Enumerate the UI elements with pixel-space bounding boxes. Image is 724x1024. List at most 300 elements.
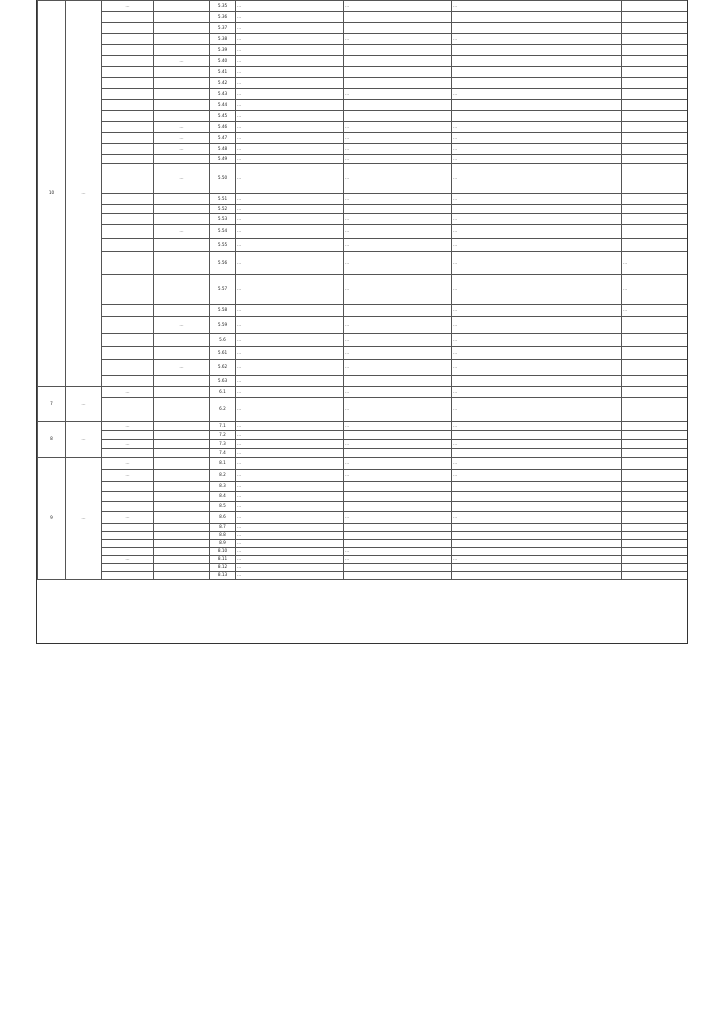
- group-cell: [102, 449, 154, 458]
- requirement-cell: [344, 12, 452, 23]
- item-code: 5.54: [210, 225, 236, 239]
- requirement-cell: …: [344, 422, 452, 431]
- note-cell: [452, 376, 622, 387]
- item-name: …: [236, 572, 344, 580]
- section-title: …: [66, 422, 102, 458]
- table-row: [38, 360, 689, 376]
- item-name: …: [236, 449, 344, 458]
- group-cell: [102, 564, 154, 572]
- extra-cell: [622, 194, 689, 205]
- note-cell: …: [452, 144, 622, 155]
- item-code: 5.55: [210, 239, 236, 252]
- note-cell: …: [452, 422, 622, 431]
- table-row: [38, 100, 689, 111]
- note-cell: …: [452, 133, 622, 144]
- group-cell: [102, 360, 154, 376]
- requirement-cell: …: [344, 334, 452, 347]
- note-cell: [452, 548, 622, 556]
- item-code: 8.9: [210, 540, 236, 548]
- table-row: [38, 502, 689, 512]
- group-cell: [102, 347, 154, 360]
- requirement-cell: [344, 23, 452, 34]
- table-row: [38, 164, 689, 194]
- group-cell: [102, 275, 154, 305]
- subgroup-cell: [154, 398, 210, 422]
- table-row: [38, 305, 689, 317]
- note-cell: …: [452, 34, 622, 45]
- requirement-cell: …: [344, 458, 452, 470]
- table-row: [38, 431, 689, 440]
- note-cell: [452, 532, 622, 540]
- item-name: …: [236, 45, 344, 56]
- subgroup-cell: [154, 431, 210, 440]
- note-cell: [452, 56, 622, 67]
- note-cell: …: [452, 252, 622, 275]
- extra-cell: [622, 440, 689, 449]
- extra-cell: [622, 482, 689, 492]
- item-name: …: [236, 556, 344, 564]
- subgroup-cell: …: [154, 133, 210, 144]
- requirement-cell: …: [344, 548, 452, 556]
- note-cell: [452, 540, 622, 548]
- requirement-cell: …: [344, 194, 452, 205]
- item-code: 8.2: [210, 470, 236, 482]
- group-cell: [102, 155, 154, 164]
- requirement-cell: [344, 67, 452, 78]
- note-cell: …: [452, 214, 622, 225]
- requirement-cell: …: [344, 122, 452, 133]
- requirement-cell: …: [344, 164, 452, 194]
- subgroup-cell: [154, 1, 210, 12]
- note-cell: …: [452, 440, 622, 449]
- extra-cell: [622, 572, 689, 580]
- group-cell: …: [102, 387, 154, 398]
- table-row: [38, 56, 689, 67]
- item-name: …: [236, 492, 344, 502]
- table-row: [38, 556, 689, 564]
- table-row: [38, 449, 689, 458]
- group-cell: [102, 23, 154, 34]
- table-row: [38, 214, 689, 225]
- table-row: [38, 492, 689, 502]
- group-cell: [102, 164, 154, 194]
- group-cell: …: [102, 470, 154, 482]
- extra-cell: [622, 398, 689, 422]
- group-cell: [102, 34, 154, 45]
- note-cell: …: [452, 305, 622, 317]
- table-row: [38, 45, 689, 56]
- table-row: [38, 422, 689, 431]
- item-code: 5.51: [210, 194, 236, 205]
- subgroup-cell: [154, 305, 210, 317]
- table-row: [38, 78, 689, 89]
- requirement-cell: [344, 449, 452, 458]
- extra-cell: [622, 347, 689, 360]
- note-cell: [452, 45, 622, 56]
- extra-cell: …: [622, 275, 689, 305]
- group-cell: [102, 111, 154, 122]
- item-code: 5.38: [210, 34, 236, 45]
- subgroup-cell: …: [154, 317, 210, 334]
- item-code: 5.50: [210, 164, 236, 194]
- group-cell: [102, 100, 154, 111]
- group-cell: [102, 214, 154, 225]
- subgroup-cell: [154, 524, 210, 532]
- note-cell: …: [452, 470, 622, 482]
- subgroup-cell: [154, 532, 210, 540]
- extra-cell: [622, 334, 689, 347]
- note-cell: …: [452, 89, 622, 100]
- item-name: …: [236, 524, 344, 532]
- item-code: 8.3: [210, 482, 236, 492]
- group-cell: [102, 305, 154, 317]
- extra-cell: [622, 317, 689, 334]
- group-cell: [102, 532, 154, 540]
- item-code: 5.46: [210, 122, 236, 133]
- note-cell: [452, 492, 622, 502]
- subgroup-cell: [154, 556, 210, 564]
- item-name: …: [236, 422, 344, 431]
- extra-cell: [622, 449, 689, 458]
- requirement-cell: [344, 376, 452, 387]
- subgroup-cell: [154, 34, 210, 45]
- table-row: [38, 317, 689, 334]
- table-row: [38, 524, 689, 532]
- subgroup-cell: [154, 214, 210, 225]
- table-row: [38, 239, 689, 252]
- subgroup-cell: [154, 422, 210, 431]
- requirement-cell: …: [344, 360, 452, 376]
- group-cell: …: [102, 440, 154, 449]
- extra-cell: [622, 144, 689, 155]
- note-cell: …: [452, 164, 622, 194]
- item-name: …: [236, 512, 344, 524]
- section-number: 9: [38, 458, 66, 580]
- table-row: [38, 387, 689, 398]
- table-row: [38, 532, 689, 540]
- extra-cell: [622, 111, 689, 122]
- table-row: [38, 458, 689, 470]
- extra-cell: [622, 214, 689, 225]
- subgroup-cell: [154, 23, 210, 34]
- item-code: 5.35: [210, 1, 236, 12]
- extra-cell: [622, 470, 689, 482]
- item-name: …: [236, 540, 344, 548]
- item-code: 5.47: [210, 133, 236, 144]
- extra-cell: [622, 564, 689, 572]
- subgroup-cell: [154, 334, 210, 347]
- table-row: [38, 111, 689, 122]
- item-name: …: [236, 564, 344, 572]
- extra-cell: [622, 512, 689, 524]
- table-row: [38, 376, 689, 387]
- note-cell: [452, 431, 622, 440]
- item-code: 6.2: [210, 398, 236, 422]
- table-row: [38, 347, 689, 360]
- table-row: [38, 122, 689, 133]
- subgroup-cell: …: [154, 225, 210, 239]
- requirement-cell: [344, 205, 452, 214]
- table-row: [38, 252, 689, 275]
- subgroup-cell: [154, 205, 210, 214]
- item-code: 5.49: [210, 155, 236, 164]
- requirement-cell: …: [344, 155, 452, 164]
- item-code: 7.3: [210, 440, 236, 449]
- group-cell: [102, 205, 154, 214]
- note-cell: [452, 572, 622, 580]
- group-cell: [102, 133, 154, 144]
- note-cell: [452, 502, 622, 512]
- item-code: 5.61: [210, 347, 236, 360]
- section-number: 7: [38, 387, 66, 422]
- requirement-cell: …: [344, 252, 452, 275]
- table-row: [38, 144, 689, 155]
- item-name: …: [236, 387, 344, 398]
- subgroup-cell: [154, 100, 210, 111]
- item-code: 5.39: [210, 45, 236, 56]
- item-name: …: [236, 122, 344, 133]
- subgroup-cell: [154, 492, 210, 502]
- extra-cell: [622, 78, 689, 89]
- item-code: 8.5: [210, 502, 236, 512]
- item-name: …: [236, 1, 344, 12]
- subgroup-cell: [154, 194, 210, 205]
- extra-cell: [622, 387, 689, 398]
- subgroup-cell: …: [154, 164, 210, 194]
- table-row: [38, 133, 689, 144]
- extra-cell: [622, 458, 689, 470]
- subgroup-cell: [154, 572, 210, 580]
- item-name: …: [236, 144, 344, 155]
- item-name: …: [236, 431, 344, 440]
- item-name: …: [236, 155, 344, 164]
- group-cell: [102, 334, 154, 347]
- section-title: …: [66, 1, 102, 387]
- table-row: [38, 470, 689, 482]
- extra-cell: [622, 360, 689, 376]
- requirement-cell: …: [344, 470, 452, 482]
- item-name: …: [236, 239, 344, 252]
- schedule-sheet: [36, 0, 688, 644]
- requirement-cell: …: [344, 275, 452, 305]
- requirement-cell: …: [344, 317, 452, 334]
- note-cell: …: [452, 556, 622, 564]
- item-name: …: [236, 100, 344, 111]
- group-cell: [102, 67, 154, 78]
- item-code: 5.44: [210, 100, 236, 111]
- table-row: [38, 23, 689, 34]
- item-name: …: [236, 23, 344, 34]
- item-code: 7.4: [210, 449, 236, 458]
- extra-cell: [622, 45, 689, 56]
- requirement-cell: …: [344, 512, 452, 524]
- table-row: [38, 205, 689, 214]
- subgroup-cell: [154, 111, 210, 122]
- subgroup-cell: [154, 67, 210, 78]
- item-name: …: [236, 305, 344, 317]
- item-code: 5.59: [210, 317, 236, 334]
- item-name: …: [236, 111, 344, 122]
- table-row: [38, 67, 689, 78]
- subgroup-cell: [154, 155, 210, 164]
- extra-cell: [622, 540, 689, 548]
- subgroup-cell: …: [154, 144, 210, 155]
- item-code: 5.6: [210, 334, 236, 347]
- group-cell: …: [102, 422, 154, 431]
- requirement-cell: …: [344, 387, 452, 398]
- note-cell: [452, 524, 622, 532]
- table-row: [38, 89, 689, 100]
- group-cell: [102, 194, 154, 205]
- note-cell: [452, 111, 622, 122]
- item-name: …: [236, 470, 344, 482]
- item-code: 8.7: [210, 524, 236, 532]
- note-cell: [452, 449, 622, 458]
- requirement-cell: …: [344, 144, 452, 155]
- requirement-cell: [344, 45, 452, 56]
- item-name: …: [236, 482, 344, 492]
- item-code: 5.41: [210, 67, 236, 78]
- extra-cell: [622, 133, 689, 144]
- table-row: [38, 225, 689, 239]
- extra-cell: [622, 492, 689, 502]
- table-row: [38, 334, 689, 347]
- note-cell: …: [452, 334, 622, 347]
- item-code: 5.58: [210, 305, 236, 317]
- group-cell: [102, 548, 154, 556]
- item-name: …: [236, 275, 344, 305]
- group-cell: [102, 431, 154, 440]
- requirement-cell: [344, 431, 452, 440]
- table-row: [38, 482, 689, 492]
- note-cell: [452, 12, 622, 23]
- item-name: …: [236, 12, 344, 23]
- note-cell: …: [452, 239, 622, 252]
- table-row: [38, 275, 689, 305]
- item-name: …: [236, 252, 344, 275]
- item-code: 6.1: [210, 387, 236, 398]
- group-cell: [102, 398, 154, 422]
- item-name: …: [236, 334, 344, 347]
- item-name: …: [236, 56, 344, 67]
- group-cell: [102, 144, 154, 155]
- subgroup-cell: [154, 89, 210, 100]
- item-code: 8.1: [210, 458, 236, 470]
- subgroup-cell: [154, 458, 210, 470]
- item-name: …: [236, 67, 344, 78]
- extra-cell: [622, 155, 689, 164]
- note-cell: …: [452, 275, 622, 305]
- requirement-cell: [344, 305, 452, 317]
- note-cell: [452, 67, 622, 78]
- subgroup-cell: [154, 548, 210, 556]
- item-code: 5.52: [210, 205, 236, 214]
- subgroup-cell: [154, 252, 210, 275]
- extra-cell: [622, 502, 689, 512]
- subgroup-cell: …: [154, 122, 210, 133]
- subgroup-cell: [154, 347, 210, 360]
- subgroup-cell: [154, 449, 210, 458]
- requirement-cell: …: [344, 225, 452, 239]
- item-name: …: [236, 214, 344, 225]
- item-code: 8.4: [210, 492, 236, 502]
- extra-cell: [622, 532, 689, 540]
- group-cell: [102, 376, 154, 387]
- table-row: [38, 440, 689, 449]
- requirement-cell: [344, 111, 452, 122]
- item-code: 8.8: [210, 532, 236, 540]
- requirement-cell: [344, 564, 452, 572]
- note-cell: …: [452, 122, 622, 133]
- table-row: [38, 564, 689, 572]
- item-code: 5.63: [210, 376, 236, 387]
- item-name: …: [236, 548, 344, 556]
- group-cell: [102, 239, 154, 252]
- item-code: 5.42: [210, 78, 236, 89]
- item-code: 5.56: [210, 252, 236, 275]
- table-row: [38, 512, 689, 524]
- extra-cell: [622, 23, 689, 34]
- item-code: 8.13: [210, 572, 236, 580]
- item-code: 5.43: [210, 89, 236, 100]
- group-cell: [102, 572, 154, 580]
- subgroup-cell: [154, 12, 210, 23]
- note-cell: [452, 564, 622, 572]
- item-name: …: [236, 360, 344, 376]
- group-cell: [102, 122, 154, 133]
- note-cell: …: [452, 347, 622, 360]
- group-cell: [102, 502, 154, 512]
- item-code: 8.6: [210, 512, 236, 524]
- item-code: 7.1: [210, 422, 236, 431]
- note-cell: …: [452, 360, 622, 376]
- group-cell: …: [102, 458, 154, 470]
- extra-cell: …: [622, 252, 689, 275]
- note-cell: …: [452, 512, 622, 524]
- subgroup-cell: [154, 78, 210, 89]
- item-name: …: [236, 317, 344, 334]
- subgroup-cell: [154, 440, 210, 449]
- requirement-cell: [344, 100, 452, 111]
- subgroup-cell: …: [154, 360, 210, 376]
- requirement-cell: …: [344, 239, 452, 252]
- requirement-cell: [344, 540, 452, 548]
- requirement-cell: [344, 78, 452, 89]
- subgroup-cell: [154, 275, 210, 305]
- item-name: …: [236, 398, 344, 422]
- note-cell: …: [452, 458, 622, 470]
- note-cell: [452, 23, 622, 34]
- subgroup-cell: [154, 470, 210, 482]
- item-name: …: [236, 194, 344, 205]
- note-cell: [452, 78, 622, 89]
- item-name: …: [236, 502, 344, 512]
- subgroup-cell: [154, 502, 210, 512]
- item-name: …: [236, 205, 344, 214]
- section-number: 10: [38, 1, 66, 387]
- note-cell: …: [452, 225, 622, 239]
- group-cell: [102, 540, 154, 548]
- extra-cell: [622, 548, 689, 556]
- requirement-cell: [344, 492, 452, 502]
- group-cell: …: [102, 556, 154, 564]
- extra-cell: [622, 239, 689, 252]
- extra-cell: [622, 56, 689, 67]
- item-code: 5.45: [210, 111, 236, 122]
- group-cell: …: [102, 512, 154, 524]
- item-code: 5.40: [210, 56, 236, 67]
- group-cell: [102, 45, 154, 56]
